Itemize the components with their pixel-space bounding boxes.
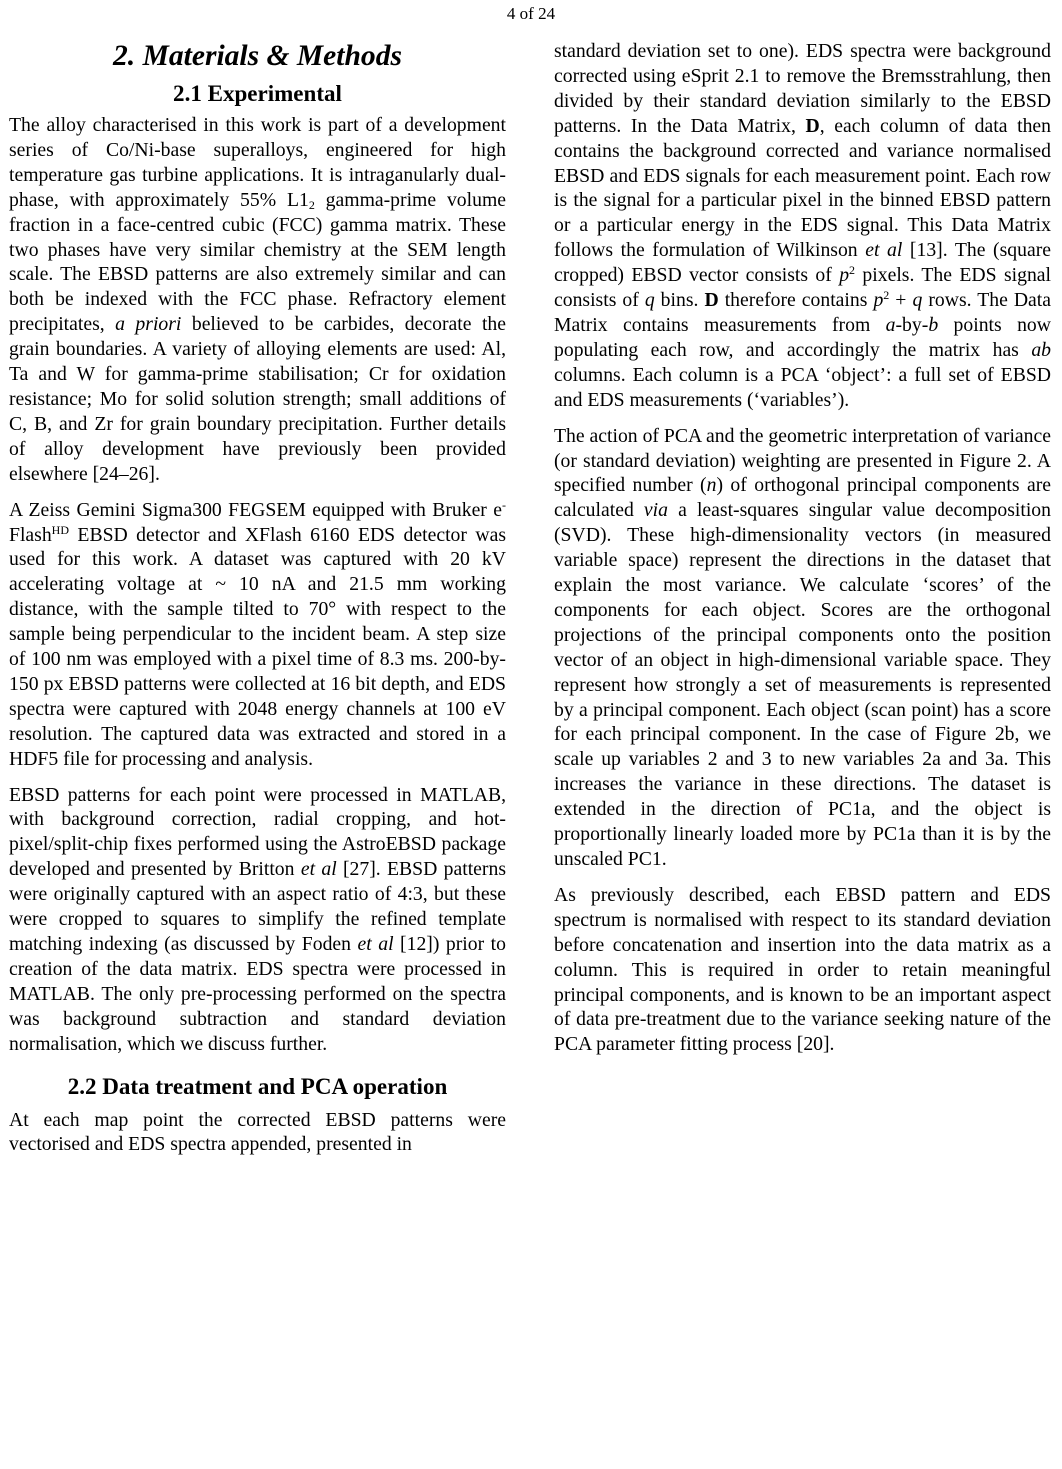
right-column <box>554 39 1051 1057</box>
section-title: 2. Materials & Methods <box>113 40 402 72</box>
left-column <box>9 38 506 1157</box>
paragraph-normalisation: As previously described, each EBSD pattern and EDS spectrum is normalised with respect to its standard deviation before concatenation and insertion into the data matrix as a column. This is required in order to retain meaningful principal components, and is known to be an important aspect of data pre-treatment due to the variance seeking nature of the PCA parameter fitting process [20]. <box>554 883 1051 1056</box>
paragraph-data-matrix: standard deviation set to one). EDS spectra were background corrected using eSprit 2.1 to remove the Bremsstrahlung, then divided by their standard deviation similarly to the EBSD patterns. In the Data Matrix, D, each column of data then contains the background corrected and variance normalised EBSD and EDS signals for each measurement point. Each row is the signal for a particular pixel in the binned EBSD pattern or a particular energy in the EDS signal. This Data Matrix follows the formulation of Wilkinson et al [13]. The (square cropped) EBSD vector consists of $p^2$ pixels. The EDS signal consists of q bins. D therefore contains $p^2 + q$ rows. The Data Matrix contains measurements from a-by-b points now populating each row, and accordingly the matrix has ab columns. Each column is a PCA ‘object’: a full set of EBSD and EDS measurements (‘variables’). <box>554 40 1052 411</box>
paragraph-pca-action: The action of PCA and the geometric interpretation of variance (or standard deviation) weighting are presented in Figure 2. A specified number (n) of orthogonal principal components are calculated via a least-squares singular value decomposition (SVD). These high-dimensionality vectors (in measured variable space) represent the directions in the dataset that explain the most variance. We calculate ‘scores’ of the components for each object. Scores are the orthogonal projections of the principal components onto the position vector of an object in high-dimensional variable space. They represent how strongly a set of measurements is represented by a principal component. Each object (scan point) has a score for each principal component. In the case of Figure 2b, we scale up variables 2 and 3 to new variables 2a and 3a. This increases the variance in these directions. The dataset is extended in the direction of PC1a, and the object is proportionally linearly loaded more by PC1a than it is by the unscaled PC1. <box>554 424 1051 870</box>
paragraph-microscope: A Zeiss Gemini Sigma300 FEGSEM equipped with Bruker e-Flash$^{HD}$ EBSD detector and XFlash 6160 EDS detector was used for this work. A dataset was captured with 20 kV accelerating voltage at ~ 10 nA and 21.5 mm working distance, with the sample tilted to 70° with respect to the sample being perpendicular to the incident beam. A step size of 100 nm was employed with a pixel time of 8.3 ms. 200-by-150 px EBSD patterns were collected at 16 bit depth, and EDS spectra were captured with 2048 energy channels at 100 eV resolution. The captured data was extracted and stored in a HDF5 file for processing and analysis. <box>9 497 506 770</box>
paragraph-ebsd-processing: EBSD patterns for each point were processed in MATLAB, with background correction, radial cropping, and hot-pixel/split-chip fixes performed using the AstroEBSD package developed and presented by Britton et al [27]. EBSD patterns were originally captured with an aspect ratio of 4:3, but these were cropped to squares to simplify the refined template matching indexing (as discussed by Foden et al [12]) prior to creation of the data matrix. EDS spectra were processed in MATLAB. The only pre-processing performed on the spectra was background subtraction and standard deviation normalisation, which we discuss further. <box>9 783 506 1055</box>
paragraph-data-treatment: At each map point the corrected EBSD patterns were vectorised and EDS spectra appended, presented in <box>9 1108 506 1156</box>
subsection-title-experimental: 2.1 Experimental <box>173 80 342 106</box>
paragraph-alloy: The alloy characterised in this work is part of a development series of Co/Ni-base superalloys, engineered for high temperature gas turbine applications. It is intraganularly dual-phase, with approximately 55% $L1_2$ gamma-prime volume fraction in a face-centred cubic (FCC) gamma matrix. These two phases have very similar chemistry at the SEM length scale. The EBSD patterns are also extremely similar and can both be indexed with the FCC phase. Refractory element precipitates, a priori believed to be carbides, decorate the grain boundaries. A variety of alloying elements are used: Al, Ta and W for gamma-prime stabilisation; Cr for oxidation resistance; Mo for solid solution strength; small additions of C, B, and Zr for grain boundary precipitation. Further details of alloy development have previously been provided elsewhere [24–26]. <box>9 114 507 485</box>
page-number: 4 of 24 <box>506 4 556 23</box>
subsection-title-data-treatment: 2.2 Data treatment and PCA operation <box>67 1072 448 1099</box>
